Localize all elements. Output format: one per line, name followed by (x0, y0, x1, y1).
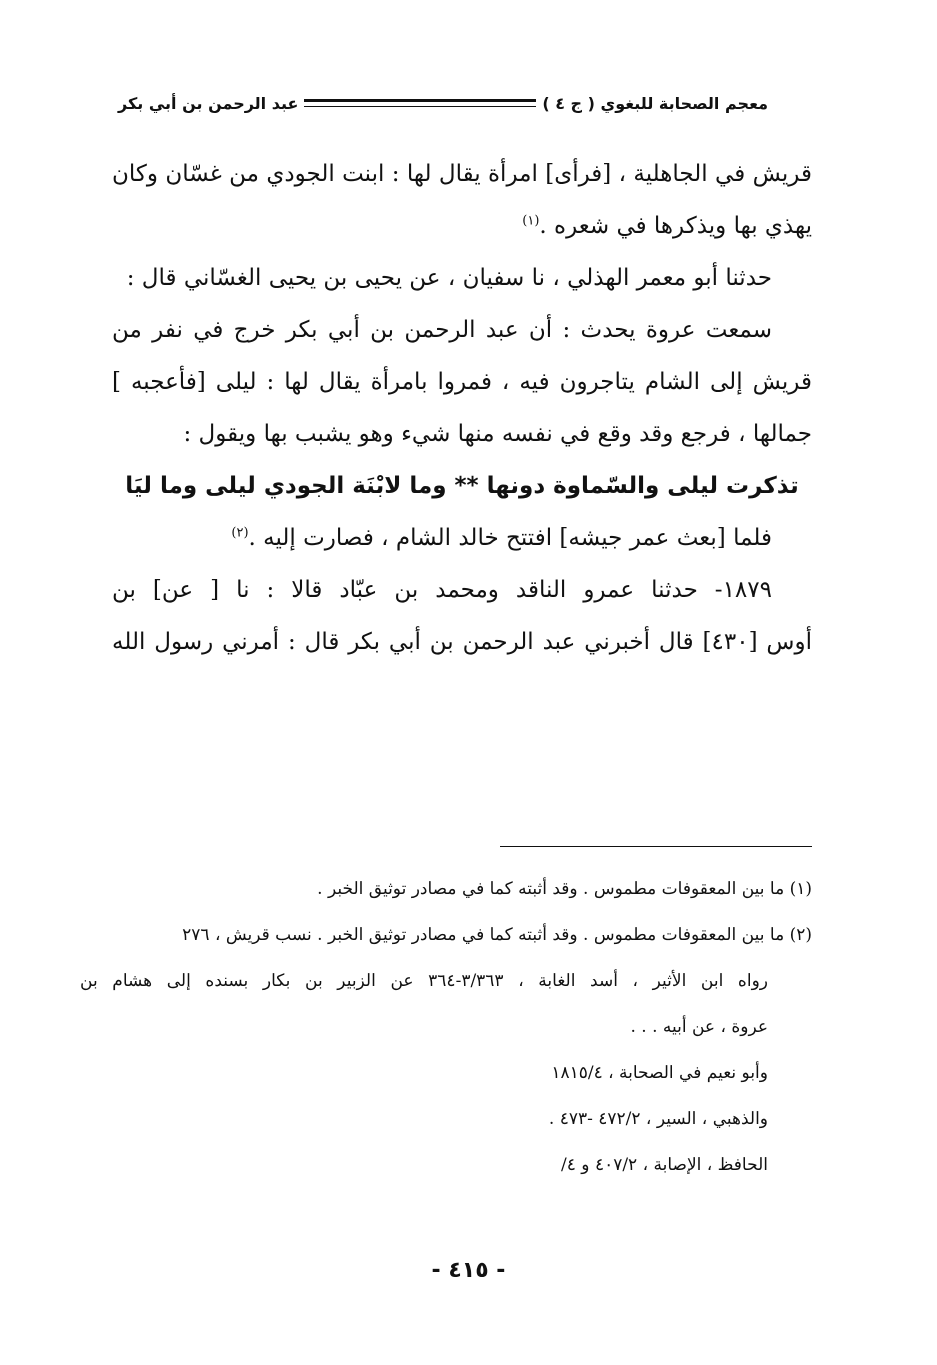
footnote-line: رواه ابن الأثير ، أسد الغابة ، ٣/٣٦٣-٣٦٤ عن الزبير بن بكار بسنده إلى هشام بن (80, 971, 768, 991)
text-line: قريش في الجاهلية ، [فرأى] امرأة يقال لها : ابنت الجودي من غسّان وكان (112, 161, 812, 187)
footnote-line: (١) ما بين المعقوفات مطموس . وقد أثبته كما في مصادر توثيق الخبر . (317, 879, 812, 899)
footnote-marker: (١) (522, 213, 540, 229)
footnotes (80, 866, 812, 1188)
text-line (112, 512, 812, 564)
footnote-line: عروة ، عن أبيه . . . (630, 1017, 768, 1037)
text-line-content: يهذي بها ويذكرها في شعره . (539, 213, 812, 239)
main-text (112, 148, 812, 668)
text-line (112, 200, 812, 252)
header-book-title: معجم الصحابة للبغوي ( ج ٤ ) (542, 93, 768, 113)
footnote-line: وأبو نعيم في الصحابة ، ١٨١٥/٤ (551, 1063, 768, 1083)
header-entry-name: عبد الرحمن بن أبي بكر (118, 93, 299, 113)
text-line: قريش إلى الشام يتاجرون فيه ، فمروا بامرأة يقال لها : ليلى [فأعجبه ] (112, 369, 812, 395)
text-line: جمالها ، فرجع وقد وقع في نفسه منها شيء وهو يشبب بها ويقول : (183, 421, 812, 447)
running-header (118, 88, 768, 118)
text-line: أوس [٤٣٠] قال أخبرني عبد الرحمن بن أبي بكر قال : أمرني رسول الله (112, 629, 812, 655)
hadith-line: ١٨٧٩- حدثنا عمرو الناقد ومحمد بن عبّاد قالا : نا [ عن] بن (112, 577, 772, 603)
footnote-separator (500, 846, 812, 847)
header-rule (304, 99, 536, 107)
footnote-line: الحافظ ، الإصابة ، ٤٠٧/٢ و ٤/ (561, 1155, 768, 1175)
footnote-line: والذهبي ، السير ، ٤٧٢/٢ -٤٧٣ . (548, 1109, 768, 1129)
footnote-line: (٢) ما بين المعقوفات مطموس . وقد أثبته كما في مصادر توثيق الخبر . نسب قريش ، ٢٧٦ (182, 925, 812, 945)
poetry-verse: تذكرت ليلى والسّماوة دونها ** وما لابْنَة الجودي ليلى وما ليَا (125, 473, 799, 499)
text-line: سمعت عروة يحدث : أن عبد الرحمن بن أبي بكر خرج في نفر من (112, 317, 772, 343)
footnote-marker: (٢) (231, 525, 249, 541)
text-line: حدثنا أبو معمر الهذلي ، نا سفيان ، عن يحيى بن يحيى الغسّاني قال : (126, 265, 772, 291)
text-line-content: فلما [بعث عمر جيشه] افتتح خالد الشام ، فصارت إليه . (248, 525, 772, 551)
page-number: - ٤١٥ - (431, 1258, 506, 1283)
